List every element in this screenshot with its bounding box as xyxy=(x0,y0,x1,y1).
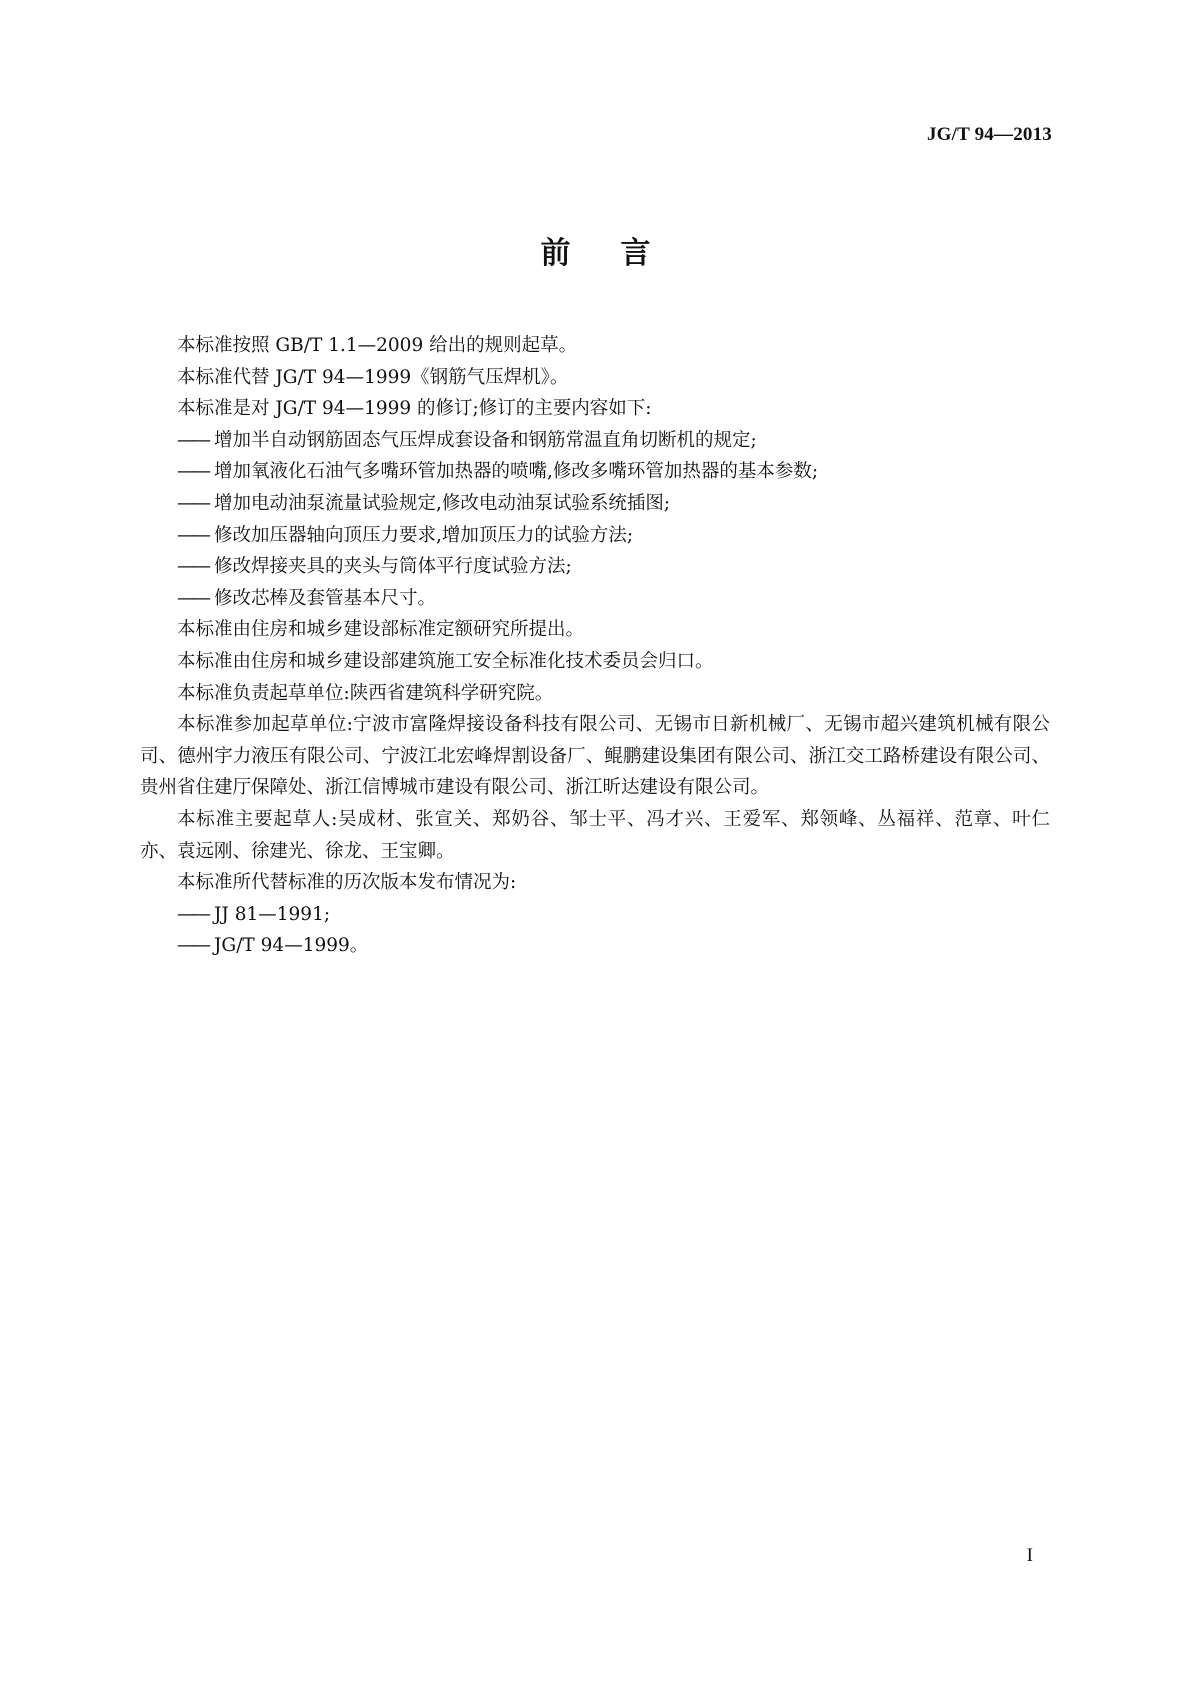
history-item xyxy=(140,930,1050,962)
revision-item xyxy=(140,551,1050,583)
dash-marker: —— xyxy=(177,461,208,483)
main-drafters-paragraph: 本标准主要起草人:吴成材、张宣关、郑奶谷、邹士平、冯才兴、王爱军、郑领峰、丛福祥、范章、叶仁亦、袁远刚、徐建光、徐龙、王宝卿。 xyxy=(140,808,1050,862)
revision-item xyxy=(140,425,1050,457)
document-body xyxy=(140,330,1050,962)
revision-item-text: 修改焊接夹具的夹头与筒体平行度试验方法; xyxy=(214,556,572,578)
dash-marker: —— xyxy=(177,556,208,578)
replacement-paragraph: 本标准代替 JG/T 94—1999《钢筋气压焊机》。 xyxy=(177,366,569,388)
version-history-intro: 本标准所代替标准的历次版本发布情况为: xyxy=(177,872,517,894)
dash-marker: —— xyxy=(177,429,208,451)
revision-item-text: 增加电动油泵流量试验规定,修改电动油泵试验系统插图; xyxy=(214,492,671,514)
history-item xyxy=(140,899,1050,931)
revision-item xyxy=(140,488,1050,520)
revision-item-text: 修改加压器轴向顶压力要求,增加顶压力的试验方法; xyxy=(214,524,634,546)
history-item-text: JJ 81—1991; xyxy=(214,903,331,925)
page-number: I xyxy=(1026,1545,1033,1566)
revision-intro-paragraph: 本标准是对 JG/T 94—1999 的修订;修订的主要内容如下: xyxy=(177,398,652,420)
revision-item-text: 增加氧液化石油气多嘴环管加热器的喷嘴,修改多嘴环管加热器的基本参数; xyxy=(214,461,819,483)
revision-item-text: 修改芯棒及套管基本尺寸。 xyxy=(214,587,437,609)
drafting-rule-paragraph: 本标准按照 GB/T 1.1—2009 给出的规则起草。 xyxy=(177,335,578,356)
dash-marker: —— xyxy=(177,903,208,925)
dash-marker: —— xyxy=(177,492,208,514)
standard-code: JG/T 94—2013 xyxy=(926,124,1052,145)
committee-paragraph: 本标准由住房和城乡建设部建筑施工安全标准化技术委员会归口。 xyxy=(177,650,714,672)
history-item-text: JG/T 94—1999。 xyxy=(214,935,369,957)
revision-item xyxy=(140,456,1050,488)
page-title: 前言 xyxy=(540,236,701,271)
proposer-paragraph: 本标准由住房和城乡建设部标准定额研究所提出。 xyxy=(177,619,585,641)
dash-marker: —— xyxy=(177,587,208,609)
participating-drafters-paragraph: 本标准参加起草单位:宁波市富隆焊接设备科技有限公司、无锡市日新机械厂、无锡市超兴建筑机械有限公司、德州宇力液压有限公司、宁波江北宏峰焊割设备厂、鲲鹏建设集团有限公司、浙江交工路桥建设有限公司、贵州省住建厅保障处、浙江信博城市建设有限公司、浙江昕达建设有限公司。 xyxy=(140,714,1050,799)
revision-item xyxy=(140,583,1050,615)
dash-marker: —— xyxy=(177,935,208,957)
dash-marker: —— xyxy=(177,524,208,546)
responsible-drafter-paragraph: 本标准负责起草单位:陕西省建筑科学研究院。 xyxy=(177,682,554,704)
revision-item-text: 增加半自动钢筋固态气压焊成套设备和钢筋常温直角切断机的规定; xyxy=(214,429,757,451)
revision-item xyxy=(140,520,1050,552)
